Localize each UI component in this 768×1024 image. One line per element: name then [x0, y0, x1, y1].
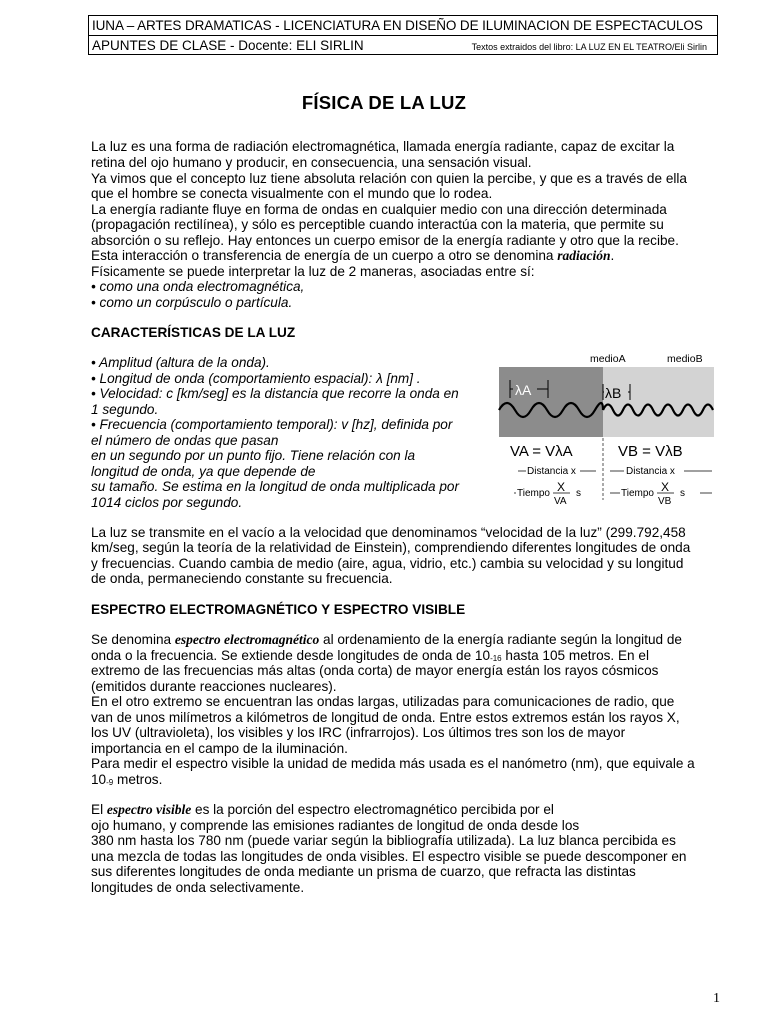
page-title: FÍSICA DE LA LUZ	[301, 92, 467, 113]
visible-line: longitudes de onda selectivamente.	[91, 880, 305, 895]
header-course-row	[89, 36, 717, 55]
distance-label-a: Distancia x	[527, 466, 576, 477]
page-number: 1	[713, 991, 720, 1006]
intro-line: La luz es una forma de radiación electromagnética, llamada energía radiante, capaz de excitar la	[91, 139, 675, 154]
time-label-a: Tiempo	[517, 488, 550, 499]
visible-line	[91, 802, 554, 817]
characteristic-line: el número de ondas que pasan	[91, 433, 279, 448]
medium-b-label: medioB	[667, 353, 703, 365]
visible-line: una mezcla de todas las longitudes de onda visibles. El espectro visible se puede descomponer en	[91, 849, 687, 864]
fraction-denominator-b: VB	[658, 496, 672, 504]
intro-line: absorción o su reflejo. Hay entonces un cuerpo emisor de la energía radiante y otro que la recibe.	[91, 233, 679, 248]
visible-line: ojo humano, y comprende las emisiones radiantes de longitud de onda desde los	[91, 818, 580, 833]
lambda-a-label: λA	[515, 382, 532, 398]
characteristic-line: • Amplitud (altura de la onda).	[91, 355, 270, 370]
fraction-denominator-a: VA	[554, 496, 567, 504]
velocity-line: km/seg, según la teoría de la relatividad de Einstein), comprendiendo diferentes longitudes de onda	[91, 540, 691, 555]
header-institution: IUNA – ARTES DRAMATICAS - LICENCIATURA EN DISEÑO DE ILUMINACION DE ESPECTACULOS	[89, 16, 717, 36]
velocity-line: y frecuencias. Cuando cambia de medio (aire, agua, vidrio, etc.) cambia su velocidad y su longitud	[91, 556, 684, 571]
lambda-b-label: λB	[605, 385, 622, 401]
characteristic-line: • Velocidad: c [km/seg] es la distancia que recorre la onda en	[91, 386, 459, 401]
equation-b: VB = VλB	[618, 443, 683, 460]
exponent: -9	[106, 778, 114, 787]
intro-text: Esta interacción o transferencia de energía de un cuerpo a otro se denomina	[91, 248, 558, 263]
spectrum-text: metros.	[113, 772, 163, 787]
spectrum-line: los UV (ultravioleta), los visibles y los IRC (infrarrojos). Los últimos tres son los de mayor	[91, 725, 626, 740]
spectrum-line: (emitidos durante reacciones nucleares).	[91, 679, 337, 694]
fraction-numerator-b: X	[661, 480, 670, 494]
characteristic-line: su tamaño. Se estima en la longitud de onda multiplicada por	[91, 479, 460, 494]
characteristic-line: longitud de onda, ya que depende de	[91, 464, 316, 479]
intro-line: Ya vimos que el concepto luz tiene absoluta relación con quien la percibe, y que es a través de ella	[91, 171, 687, 186]
characteristic-line: • Frecuencia (comportamiento temporal): v [hz], definida por	[91, 417, 453, 432]
intro-emphasis-radiacion: radiación	[557, 248, 611, 263]
visible-emphasis: espectro visible	[106, 802, 192, 817]
characteristic-line: 1 segundo.	[91, 402, 159, 417]
header-source: Textos extraidos del libro: LA LUZ EN EL TEATRO/Eli Sirlin	[471, 42, 707, 52]
intro-line: La energía radiante fluye en forma de ondas en cualquier medio con una dirección determinada	[91, 202, 667, 217]
spectrum-line	[91, 772, 162, 790]
spectrum-text: Se denomina	[91, 632, 175, 647]
visible-line: 380 nm hasta los 780 nm (puede variar según la bibliografía utilizada). La luz blanca percibida es	[91, 833, 676, 848]
visible-line: sus diferentes longitudes de onda mediante un prisma de cuarzo, que refracta las distintas	[91, 864, 636, 879]
spectrum-line: importancia en el campo de la iluminación.	[91, 741, 348, 756]
velocity-line: La luz se transmite en el vacío a la velocidad que denominamos “velocidad de la luz” (299.792,458	[91, 525, 686, 540]
intro-line: (propagación rectilínea), y sólo es perceptible cuando interactúa con la materia, que permite su	[91, 217, 664, 232]
medium-a-label: medioA	[590, 353, 626, 365]
spectrum-text: onda o la frecuencia. Se extiende desde longitudes de onda de 10	[91, 648, 491, 663]
characteristic-line: en un segundo por un punto fijo. Tiene relación con la	[91, 448, 416, 463]
equation-a: VA = VλA	[510, 443, 573, 460]
spectrum-text: 10	[91, 772, 107, 787]
characteristic-line: • Longitud de onda (comportamiento espacial): λ [nm] .	[91, 371, 421, 386]
intro-line: retina del ojo humano y producir, en consecuencia, una sensación visual.	[91, 155, 532, 170]
spectrum-line: En el otro extremo se encuentran las ondas largas, utilizadas para comunicaciones de radio, que	[91, 694, 675, 709]
section-heading-caracteristicas: CARACTERÍSTICAS DE LA LUZ	[91, 325, 296, 340]
bullet-item: • como una onda electromagnética,	[91, 279, 305, 294]
time-unit-a: s	[576, 488, 581, 499]
intro-line: que el hombre se conecta visualmente con el mundo que lo rodea.	[91, 186, 493, 201]
visible-text: El	[91, 802, 107, 817]
visible-text: es la porción del espectro electromagnético percibida por el	[191, 802, 554, 817]
time-unit-b: s	[680, 488, 685, 499]
intro-period: .	[610, 248, 615, 263]
document-header	[88, 15, 718, 55]
bullet-item: • como un corpúsculo o partícula.	[91, 295, 293, 310]
spectrum-line: extremo de las frecuencias más altas (onda corta) de mayor energía están los rayos cósmicos	[91, 663, 659, 678]
spectrum-line: Para medir el espectro visible la unidad de medida más usada es el nanómetro (nm), que equivale a	[91, 756, 695, 771]
exponent: -16	[490, 654, 502, 663]
header-docente: APUNTES DE CLASE - Docente: ELI SIRLIN	[92, 38, 364, 53]
medium-b-region	[603, 367, 714, 437]
spectrum-text: hasta 105 metros. En el	[501, 648, 649, 663]
spectrum-line	[91, 632, 682, 647]
intro-line: Físicamente se puede interpretar la luz de 2 maneras, asociadas entre sí:	[91, 264, 535, 279]
medium-a-region	[499, 367, 603, 437]
fraction-numerator-a: X	[557, 480, 566, 494]
distance-label-b: Distancia x	[626, 466, 675, 477]
intro-line	[91, 248, 614, 263]
characteristic-line: 1014 ciclos por segundo.	[91, 495, 243, 510]
section-heading-espectro: ESPECTRO ELECTROMAGNÉTICO Y ESPECTRO VISIBLE	[91, 602, 466, 617]
spectrum-emphasis: espectro electromagnético	[174, 632, 320, 647]
spectrum-text: al ordenamiento de la energía radiante según la longitud de	[319, 632, 682, 647]
spectrum-line: van de unos milímetros a kilómetros de longitud de onda. Entre estos extremos están los rayos X,	[91, 710, 680, 725]
wave-diagram	[496, 352, 718, 504]
time-label-b: Tiempo	[621, 488, 654, 499]
velocity-line: de onda, permaneciendo constante su frecuencia.	[91, 571, 393, 586]
